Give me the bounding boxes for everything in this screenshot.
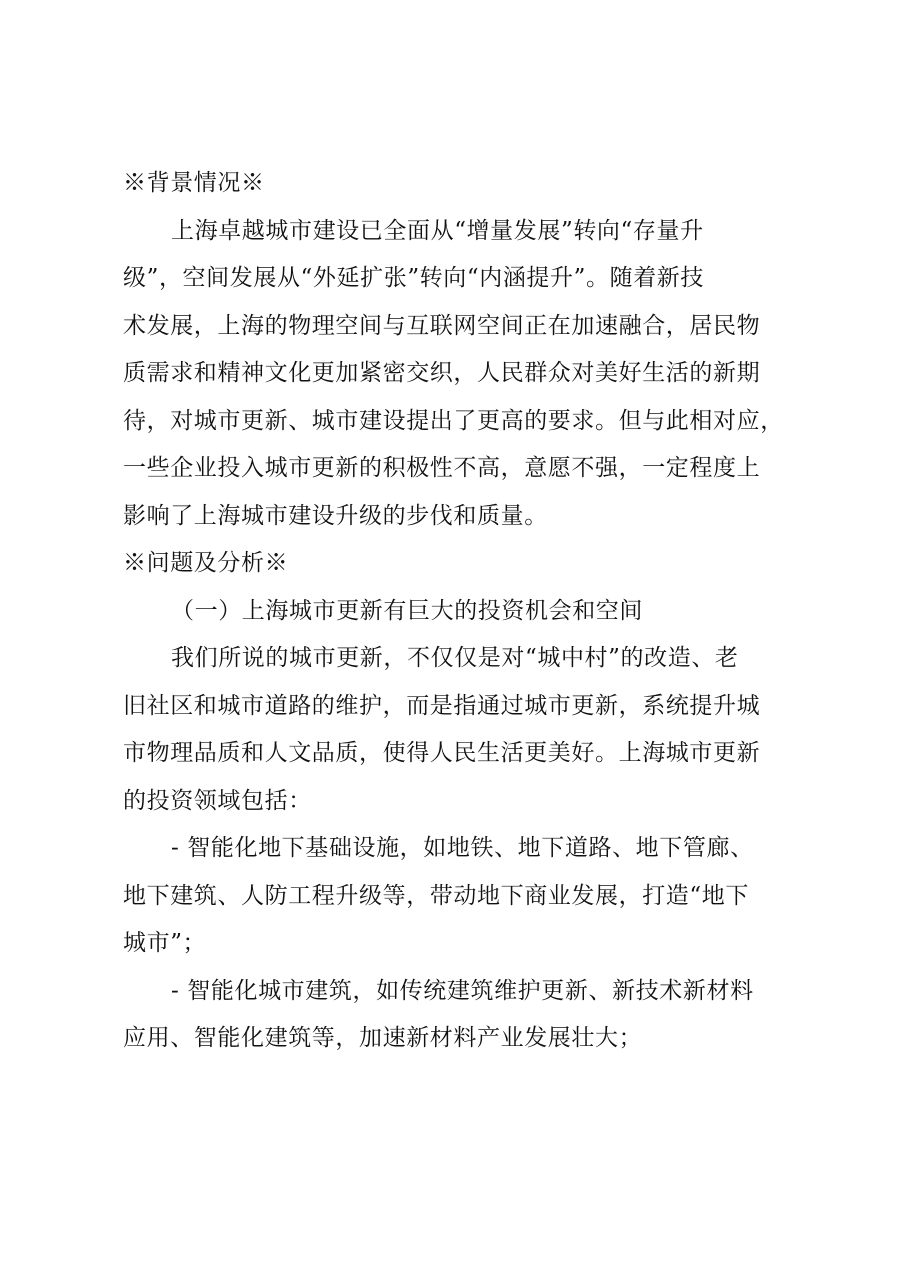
subsection-heading: （一）上海城市更新有巨大的投资机会和空间 — [171, 597, 643, 624]
paragraph-line: 的投资领域包括： — [123, 787, 312, 814]
bullet-item-buildings — [123, 968, 793, 1063]
bullet-item-underground — [123, 825, 793, 968]
paragraph-line: 地下建筑、人防工程升级等，带动地下商业发展，打造“地下 — [123, 882, 749, 909]
paragraph-line: 影响了上海城市建设升级的步伐和质量。 — [123, 502, 548, 529]
section-heading-background: ※背景情况※ — [123, 170, 265, 196]
paragraph-line: 一些企业投入城市更新的积极性不高，意愿不强，一定程度上 — [123, 455, 761, 481]
paragraph-line: 市物理品质和人文品质，使得人民生活更美好。上海城市更新 — [123, 740, 761, 766]
paragraph-line: 应用、智能化建筑等，加速新材料产业发展壮大； — [123, 1025, 643, 1051]
paragraph-line: 质需求和精神文化更加紧密交织，人民群众对美好生活的新期 — [123, 360, 761, 386]
section-heading-analysis: ※问题及分析※ — [123, 550, 289, 576]
paragraph-line: 我们所说的城市更新，不仅仅是对“城中村”的改造、老 — [171, 645, 739, 671]
document-body — [123, 160, 793, 1063]
paragraph-line: 级”，空间发展从“外延扩张”转向“内涵提升”。随着新技 — [123, 265, 704, 291]
background-paragraph — [123, 208, 793, 541]
paragraph-line: - 智能化城市建筑，如传统建筑维护更新、新技术新材料 — [171, 977, 754, 1004]
paragraph-line: 城市”； — [123, 930, 207, 956]
paragraph-line: 待，对城市更新、城市建设提出了更高的要求。但与此相对应， — [123, 407, 784, 434]
paragraph-line: 术发展，上海的物理空间与互联网空间正在加速融合，居民物 — [123, 312, 761, 339]
paragraph-line: 旧社区和城市道路的维护，而是指通过城市更新，系统提升城 — [123, 692, 761, 719]
investment-paragraph — [123, 635, 793, 825]
paragraph-line: - 智能化地下基础设施，如地铁、地下道路、地下管廊、 — [171, 835, 754, 861]
paragraph-line: 上海卓越城市建设已全面从“增量发展”转向“存量升 — [171, 217, 704, 244]
